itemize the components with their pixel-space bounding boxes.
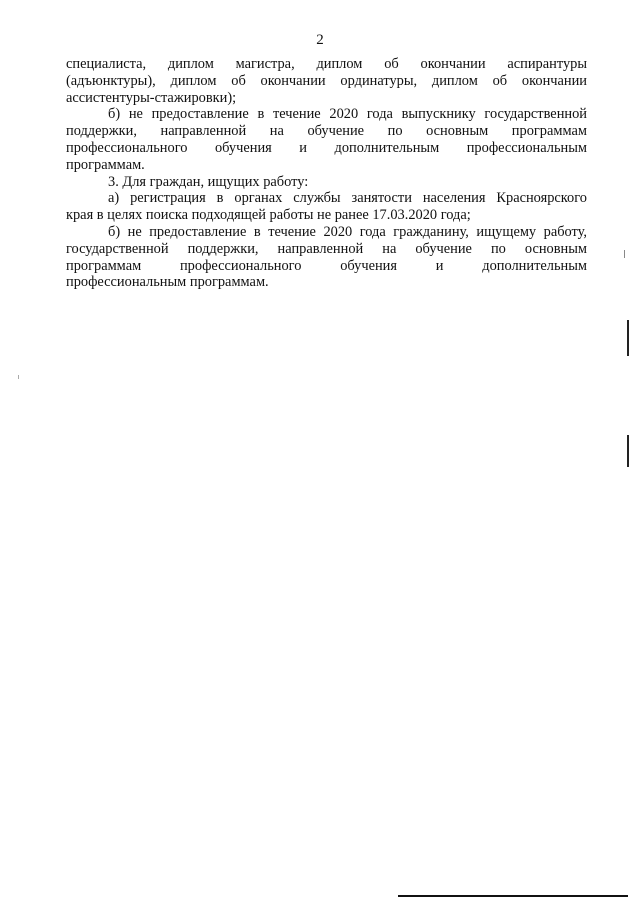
scan-artifact-mark xyxy=(624,250,625,258)
page-number: 2 xyxy=(316,32,324,48)
text-line: программам. xyxy=(66,156,145,173)
text-line: ассистентуры-стажировки); xyxy=(66,89,237,106)
text-line: а) регистрация в органах службы занятости населения Красноярского xyxy=(108,190,587,207)
text-line: (адъюнктуры), диплом об окончании ординатуры, диплом об окончании xyxy=(66,72,587,89)
text-line: профессионального обучения и дополнительным профессиональным xyxy=(66,139,587,156)
bottom-rule xyxy=(398,895,628,897)
scan-artifact-mark xyxy=(627,320,629,356)
text-line: поддержки, направленной на обучение по основным программам xyxy=(66,123,587,140)
text-line: 3. Для граждан, ищущих работу: xyxy=(108,173,309,190)
text-line: профессиональным программам. xyxy=(66,274,269,291)
text-line: б) не предоставление в течение 2020 года выпускнику государственной xyxy=(108,106,587,123)
text-line: б) не предоставление в течение 2020 года гражданину, ищущему работу, xyxy=(108,223,587,240)
scan-artifact-mark xyxy=(627,435,629,467)
text-line: государственной поддержки, направленной на обучение по основным xyxy=(66,240,587,257)
body-text xyxy=(66,56,587,291)
text-line: края в целях поиска подходящей работы не ранее 17.03.2020 года; xyxy=(66,207,471,224)
text-line: программам профессионального обучения и дополнительным xyxy=(66,257,587,274)
scan-artifact-mark xyxy=(18,375,19,379)
text-line: специалиста, диплом магистра, диплом об окончании аспирантуры xyxy=(66,56,587,72)
